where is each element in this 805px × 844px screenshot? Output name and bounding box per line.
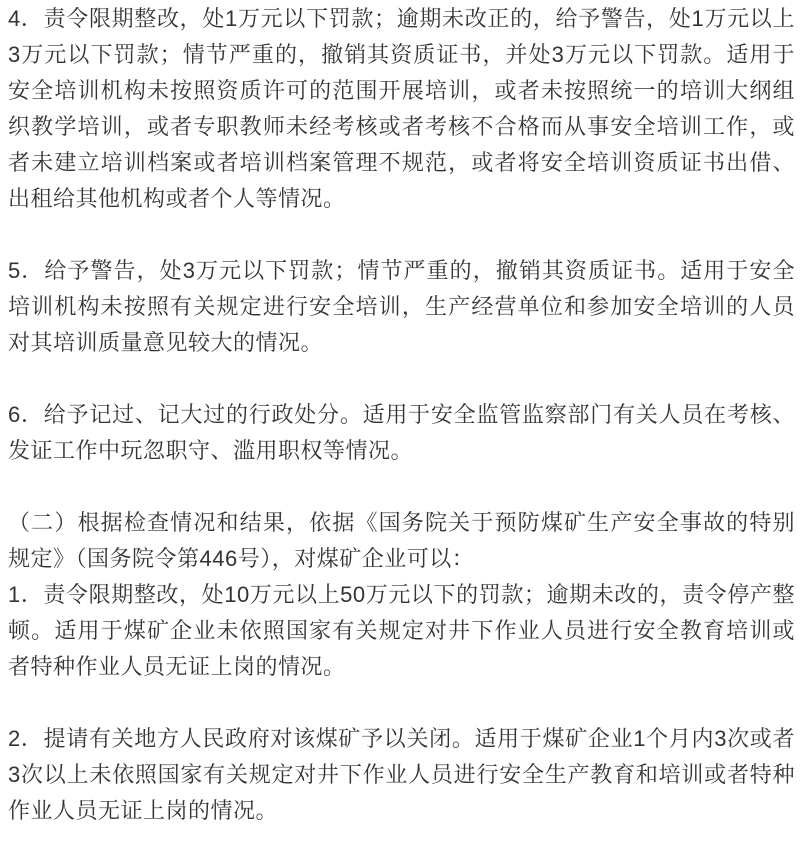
- paragraph-item-4: 4．责令限期整改，处1万元以下罚款；逾期未改正的，给予警告，处1万元以上3万元以下罚款；情节严重的，撤销其资质证书，并处3万元以下罚款。适用于安全培训机构未按照资质许可的范围开展培训，或者未按照统一的培训大纲组织教学培训，或者专职教师未经考核或者考核不合格而从事安全培训工作，或者未建立培训档案或者培训档案管理不规范，或者将安全培训资质证书出借、出租给其他机构或者个人等情况。: [8, 6, 795, 211]
- paragraph-section-2-item-1: 1．责令限期整改，处10万元以上50万元以下的罚款；逾期未改的，责令停产整顿。适用于煤矿企业未依照国家有关规定对井下作业人员进行安全教育培训或者特种作业人员无证上岗的情况。: [8, 582, 795, 679]
- paragraph-section-2-intro: （二）根据检查情况和结果，依据《国务院关于预防煤矿生产安全事故的特别规定》（国务院令第446号），对煤矿企业可以：: [8, 510, 795, 571]
- paragraph-item-6: 6．给予记过、记大过的行政处分。适用于安全监管监察部门有关人员在考核、发证工作中玩忽职守、滥用职权等情况。: [8, 402, 795, 463]
- paragraph-item-5: 5．给予警告，处3万元以下罚款；情节严重的，撤销其资质证书。适用于安全培训机构未按照有关规定进行安全培训，生产经营单位和参加安全培训的人员对其培训质量意见较大的情况。: [8, 258, 795, 355]
- paragraph-section-2-item-2: 2．提请有关地方人民政府对该煤矿予以关闭。适用于煤矿企业1个月内3次或者3次以上未依照国家有关规定对井下作业人员进行安全生产教育和培训或者特种作业人员无证上岗的情况。: [8, 726, 795, 823]
